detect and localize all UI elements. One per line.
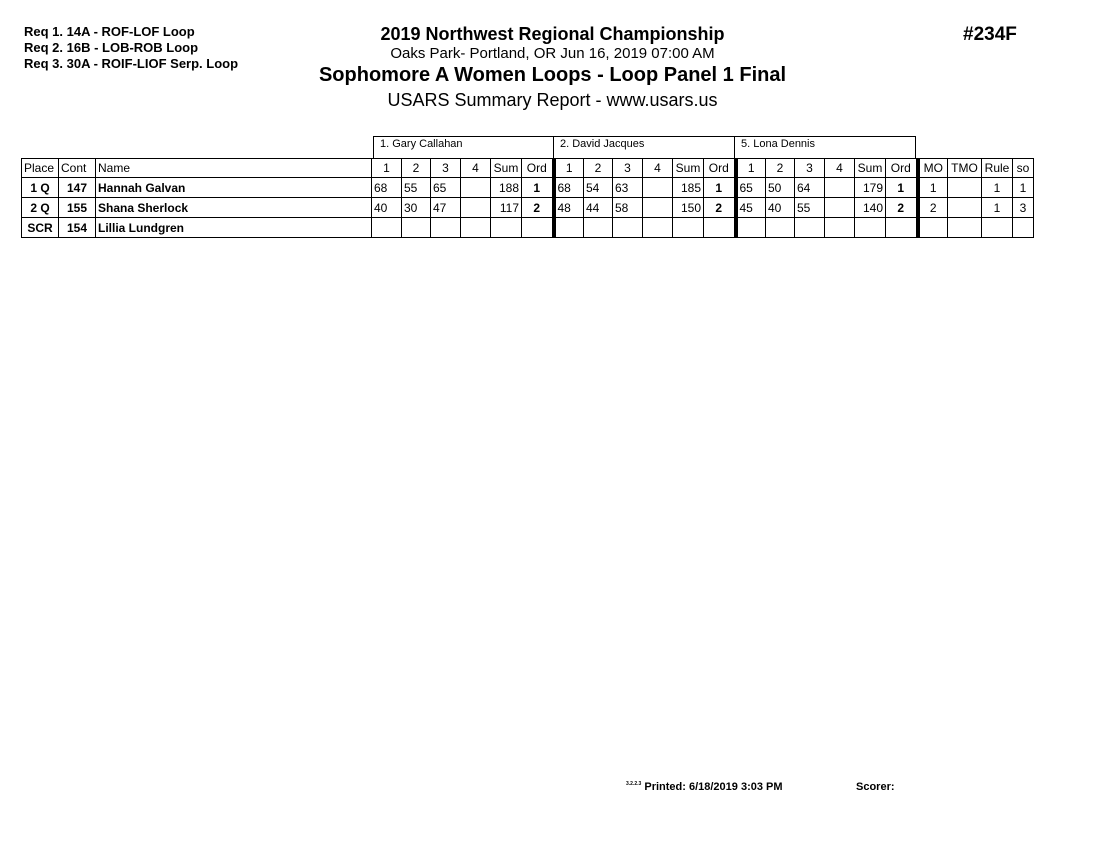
- score-cell: [613, 218, 643, 238]
- score-cell: 68: [554, 178, 584, 198]
- sum-cell: [855, 218, 886, 238]
- event-number: #234F: [963, 24, 1017, 45]
- ord-cell: [886, 218, 918, 238]
- ord-cell: 1: [522, 178, 554, 198]
- score-cell: 65: [736, 178, 766, 198]
- requirement-3: Req 3. 30A - ROIF-LIOF Serp. Loop: [24, 56, 239, 71]
- skater-name: Lillia Lundgren: [96, 218, 372, 238]
- score-cell: 58: [613, 198, 643, 218]
- score-cell: [461, 178, 491, 198]
- event-title: Sophomore A Women Loops - Loop Panel 1 Final: [318, 64, 787, 86]
- col-j1-4: 4: [461, 159, 491, 178]
- so-cell: 1: [1013, 178, 1034, 198]
- place-cell: 2 Q: [22, 198, 59, 218]
- score-cell: [461, 198, 491, 218]
- ord-cell: [522, 218, 554, 238]
- score-cell: 54: [584, 178, 613, 198]
- tmo-cell: [948, 198, 982, 218]
- skater-name: Shana Sherlock: [96, 198, 372, 218]
- col-j3-sum: Sum: [855, 159, 886, 178]
- score-cell: 40: [372, 198, 402, 218]
- requirements-list: [24, 24, 238, 72]
- mo-cell: 2: [918, 198, 948, 218]
- version-number: 3.2.2.3: [626, 781, 642, 787]
- score-cell: 45: [736, 198, 766, 218]
- score-cell: [825, 198, 855, 218]
- score-cell: [372, 218, 402, 238]
- col-j3-2: 2: [766, 159, 795, 178]
- col-mo: MO: [918, 159, 948, 178]
- table-row: [22, 218, 1034, 238]
- sum-cell: 188: [491, 178, 522, 198]
- score-cell: 64: [795, 178, 825, 198]
- col-j3-1: 1: [736, 159, 766, 178]
- col-j1-sum: Sum: [491, 159, 522, 178]
- score-cell: 48: [554, 198, 584, 218]
- col-j1-2: 2: [402, 159, 431, 178]
- ord-cell: 1: [704, 178, 736, 198]
- col-j1-ord: Ord: [522, 159, 554, 178]
- tmo-cell: [948, 218, 982, 238]
- ord-cell: [704, 218, 736, 238]
- ord-cell: 2: [522, 198, 554, 218]
- scorer-label: Scorer:: [856, 781, 895, 793]
- col-j1-3: 3: [431, 159, 461, 178]
- tmo-cell: [948, 178, 982, 198]
- location-date: Oaks Park- Portland, OR Jun 16, 2019 07:00 AM: [390, 45, 715, 62]
- so-cell: 3: [1013, 198, 1034, 218]
- col-j2-3: 3: [613, 159, 643, 178]
- col-j2-ord: Ord: [704, 159, 736, 178]
- judge-3: 5. Lona Dennis: [734, 136, 916, 159]
- printed-date: Printed: 6/18/2019 3:03 PM: [644, 781, 783, 793]
- place-cell: 1 Q: [22, 178, 59, 198]
- score-cell: [402, 218, 431, 238]
- rule-cell: 1: [982, 198, 1013, 218]
- col-j3-4: 4: [825, 159, 855, 178]
- mo-cell: 1: [918, 178, 948, 198]
- col-name: Name: [96, 159, 372, 178]
- sum-cell: 117: [491, 198, 522, 218]
- col-j1-1: 1: [372, 159, 402, 178]
- score-cell: 40: [766, 198, 795, 218]
- results-table: [21, 158, 1034, 238]
- ord-cell: 2: [886, 198, 918, 218]
- col-place: Place: [22, 159, 59, 178]
- col-cont: Cont: [59, 159, 96, 178]
- col-j2-4: 4: [643, 159, 673, 178]
- score-cell: 44: [584, 198, 613, 218]
- sum-cell: 179: [855, 178, 886, 198]
- score-cell: [825, 218, 855, 238]
- sum-cell: [491, 218, 522, 238]
- requirement-1: Req 1. 14A - ROF-LOF Loop: [24, 24, 195, 39]
- col-rule: Rule: [982, 159, 1013, 178]
- so-cell: [1013, 218, 1034, 238]
- score-cell: [584, 218, 613, 238]
- place-cell: SCR: [22, 218, 59, 238]
- rule-cell: 1: [982, 178, 1013, 198]
- judge-2: 2. David Jacques: [553, 136, 735, 159]
- header-row: [22, 159, 1034, 178]
- table-row: [22, 198, 1034, 218]
- score-cell: [643, 198, 673, 218]
- sum-cell: 140: [855, 198, 886, 218]
- requirement-2: Req 2. 16B - LOB-ROB Loop: [24, 40, 199, 55]
- col-j2-1: 1: [554, 159, 584, 178]
- score-cell: [431, 218, 461, 238]
- score-cell: 47: [431, 198, 461, 218]
- score-cell: [554, 218, 584, 238]
- score-cell: 65: [431, 178, 461, 198]
- col-j2-2: 2: [584, 159, 613, 178]
- skater-name: Hannah Galvan: [96, 178, 372, 198]
- score-cell: 63: [613, 178, 643, 198]
- col-j3-ord: Ord: [886, 159, 918, 178]
- cont-cell: 147: [59, 178, 96, 198]
- rule-cell: [982, 218, 1013, 238]
- score-cell: 30: [402, 198, 431, 218]
- col-j2-sum: Sum: [673, 159, 704, 178]
- ord-cell: 1: [886, 178, 918, 198]
- sum-cell: 185: [673, 178, 704, 198]
- score-cell: [766, 218, 795, 238]
- score-cell: 55: [795, 198, 825, 218]
- printed-footer: [626, 781, 783, 793]
- judge-1: 1. Gary Callahan: [373, 136, 554, 159]
- score-cell: [795, 218, 825, 238]
- cont-cell: 154: [59, 218, 96, 238]
- score-cell: [643, 178, 673, 198]
- col-j3-3: 3: [795, 159, 825, 178]
- score-cell: [643, 218, 673, 238]
- cont-cell: 155: [59, 198, 96, 218]
- table-row: [22, 178, 1034, 198]
- report-title: USARS Summary Report - www.usars.us: [387, 90, 718, 110]
- sum-cell: 150: [673, 198, 704, 218]
- score-cell: [825, 178, 855, 198]
- score-cell: [736, 218, 766, 238]
- score-cell: 68: [372, 178, 402, 198]
- score-cell: 55: [402, 178, 431, 198]
- competition-title: 2019 Northwest Regional Championship: [380, 24, 725, 44]
- score-cell: 50: [766, 178, 795, 198]
- sum-cell: [673, 218, 704, 238]
- ord-cell: 2: [704, 198, 736, 218]
- col-tmo: TMO: [948, 159, 982, 178]
- col-so: so: [1013, 159, 1034, 178]
- score-cell: [461, 218, 491, 238]
- mo-cell: [918, 218, 948, 238]
